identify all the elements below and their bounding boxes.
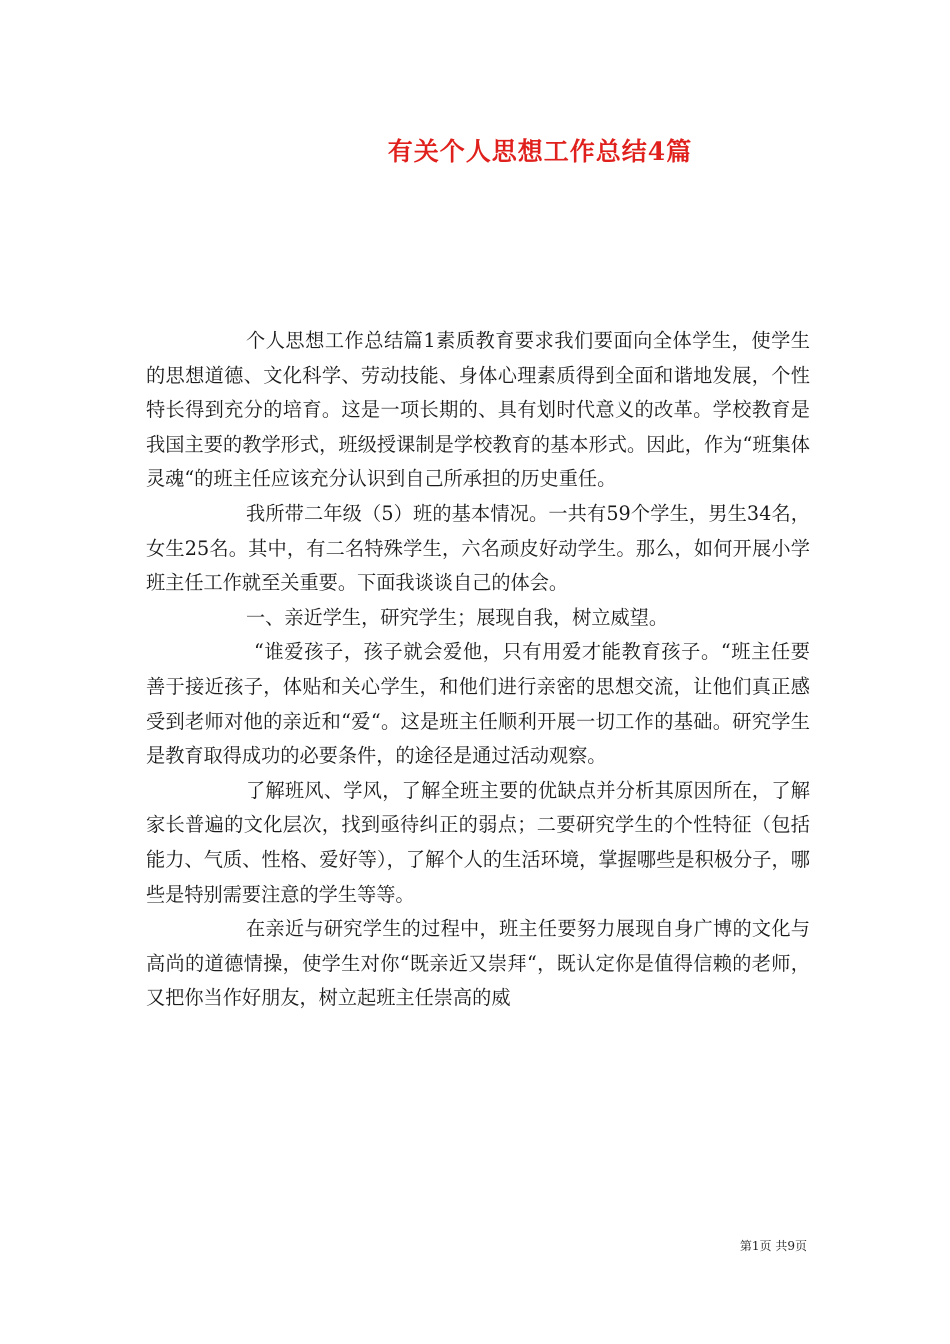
paragraph-3: 一、亲近学生，研究学生；展现自我，树立威望。 xyxy=(246,605,669,629)
paragraph-5: 了解班风、学风，了解全班主要的优缺点并分析其原因所在，了解家长普遍的文化层次，找到亟待纠正的弱点；二要研究学生的个性特征（包括能力、气质、性格、爱好等），了解个人的生活环境，掌握哪些是积极分子，哪些是特别需要注意的学生等等。 xyxy=(146,778,810,906)
paragraph-4: “谁爱孩子，孩子就会爱他，只有用爱才能教育孩子。“班主任要善于接近孩子，体贴和关心学生，和他们进行亲密的思想交流，让他们真正感受到老师对他的亲近和“爱“。这是班主任顺利开展一切工作的基础。研究学生是教育取得成功的必要条件，的途径是通过活动观察。 xyxy=(146,640,810,768)
paragraph-1: 个人思想工作总结篇1素质教育要求我们要面向全体学生，使学生的思想道德、文化科学、劳动技能、身体心理素质得到全面和谐地发展，个性特长得到充分的培育。这是一项长期的、具有划时代意义的改革。学校教育是我国主要的教学形式，班级授课制是学校教育的基本形式。因此，作为“班集体灵魂“的班主任应该充分认识到自己所承担的历史重任。 xyxy=(146,329,810,491)
paragraph-2: 我所带二年级（5）班的基本情况。一共有59个学生，男生34名，女生25名。其中，有二名特殊学生，六名顽皮好动学生。那么，如何开展小学班主任工作就至关重要。下面我谈谈自己的体会。 xyxy=(146,501,810,595)
document-title: 有关个人思想工作总结4篇 xyxy=(387,137,693,166)
document-body xyxy=(146,324,810,1016)
page-number-footer: 第1页 共9页 xyxy=(739,1239,807,1253)
paragraph-6: 在亲近与研究学生的过程中，班主任要努力展现自身广博的文化与高尚的道德情操，使学生对你“既亲近又崇拜“，既认定你是值得信赖的老师，又把你当作好朋友，树立起班主任崇高的威 xyxy=(146,917,810,1010)
